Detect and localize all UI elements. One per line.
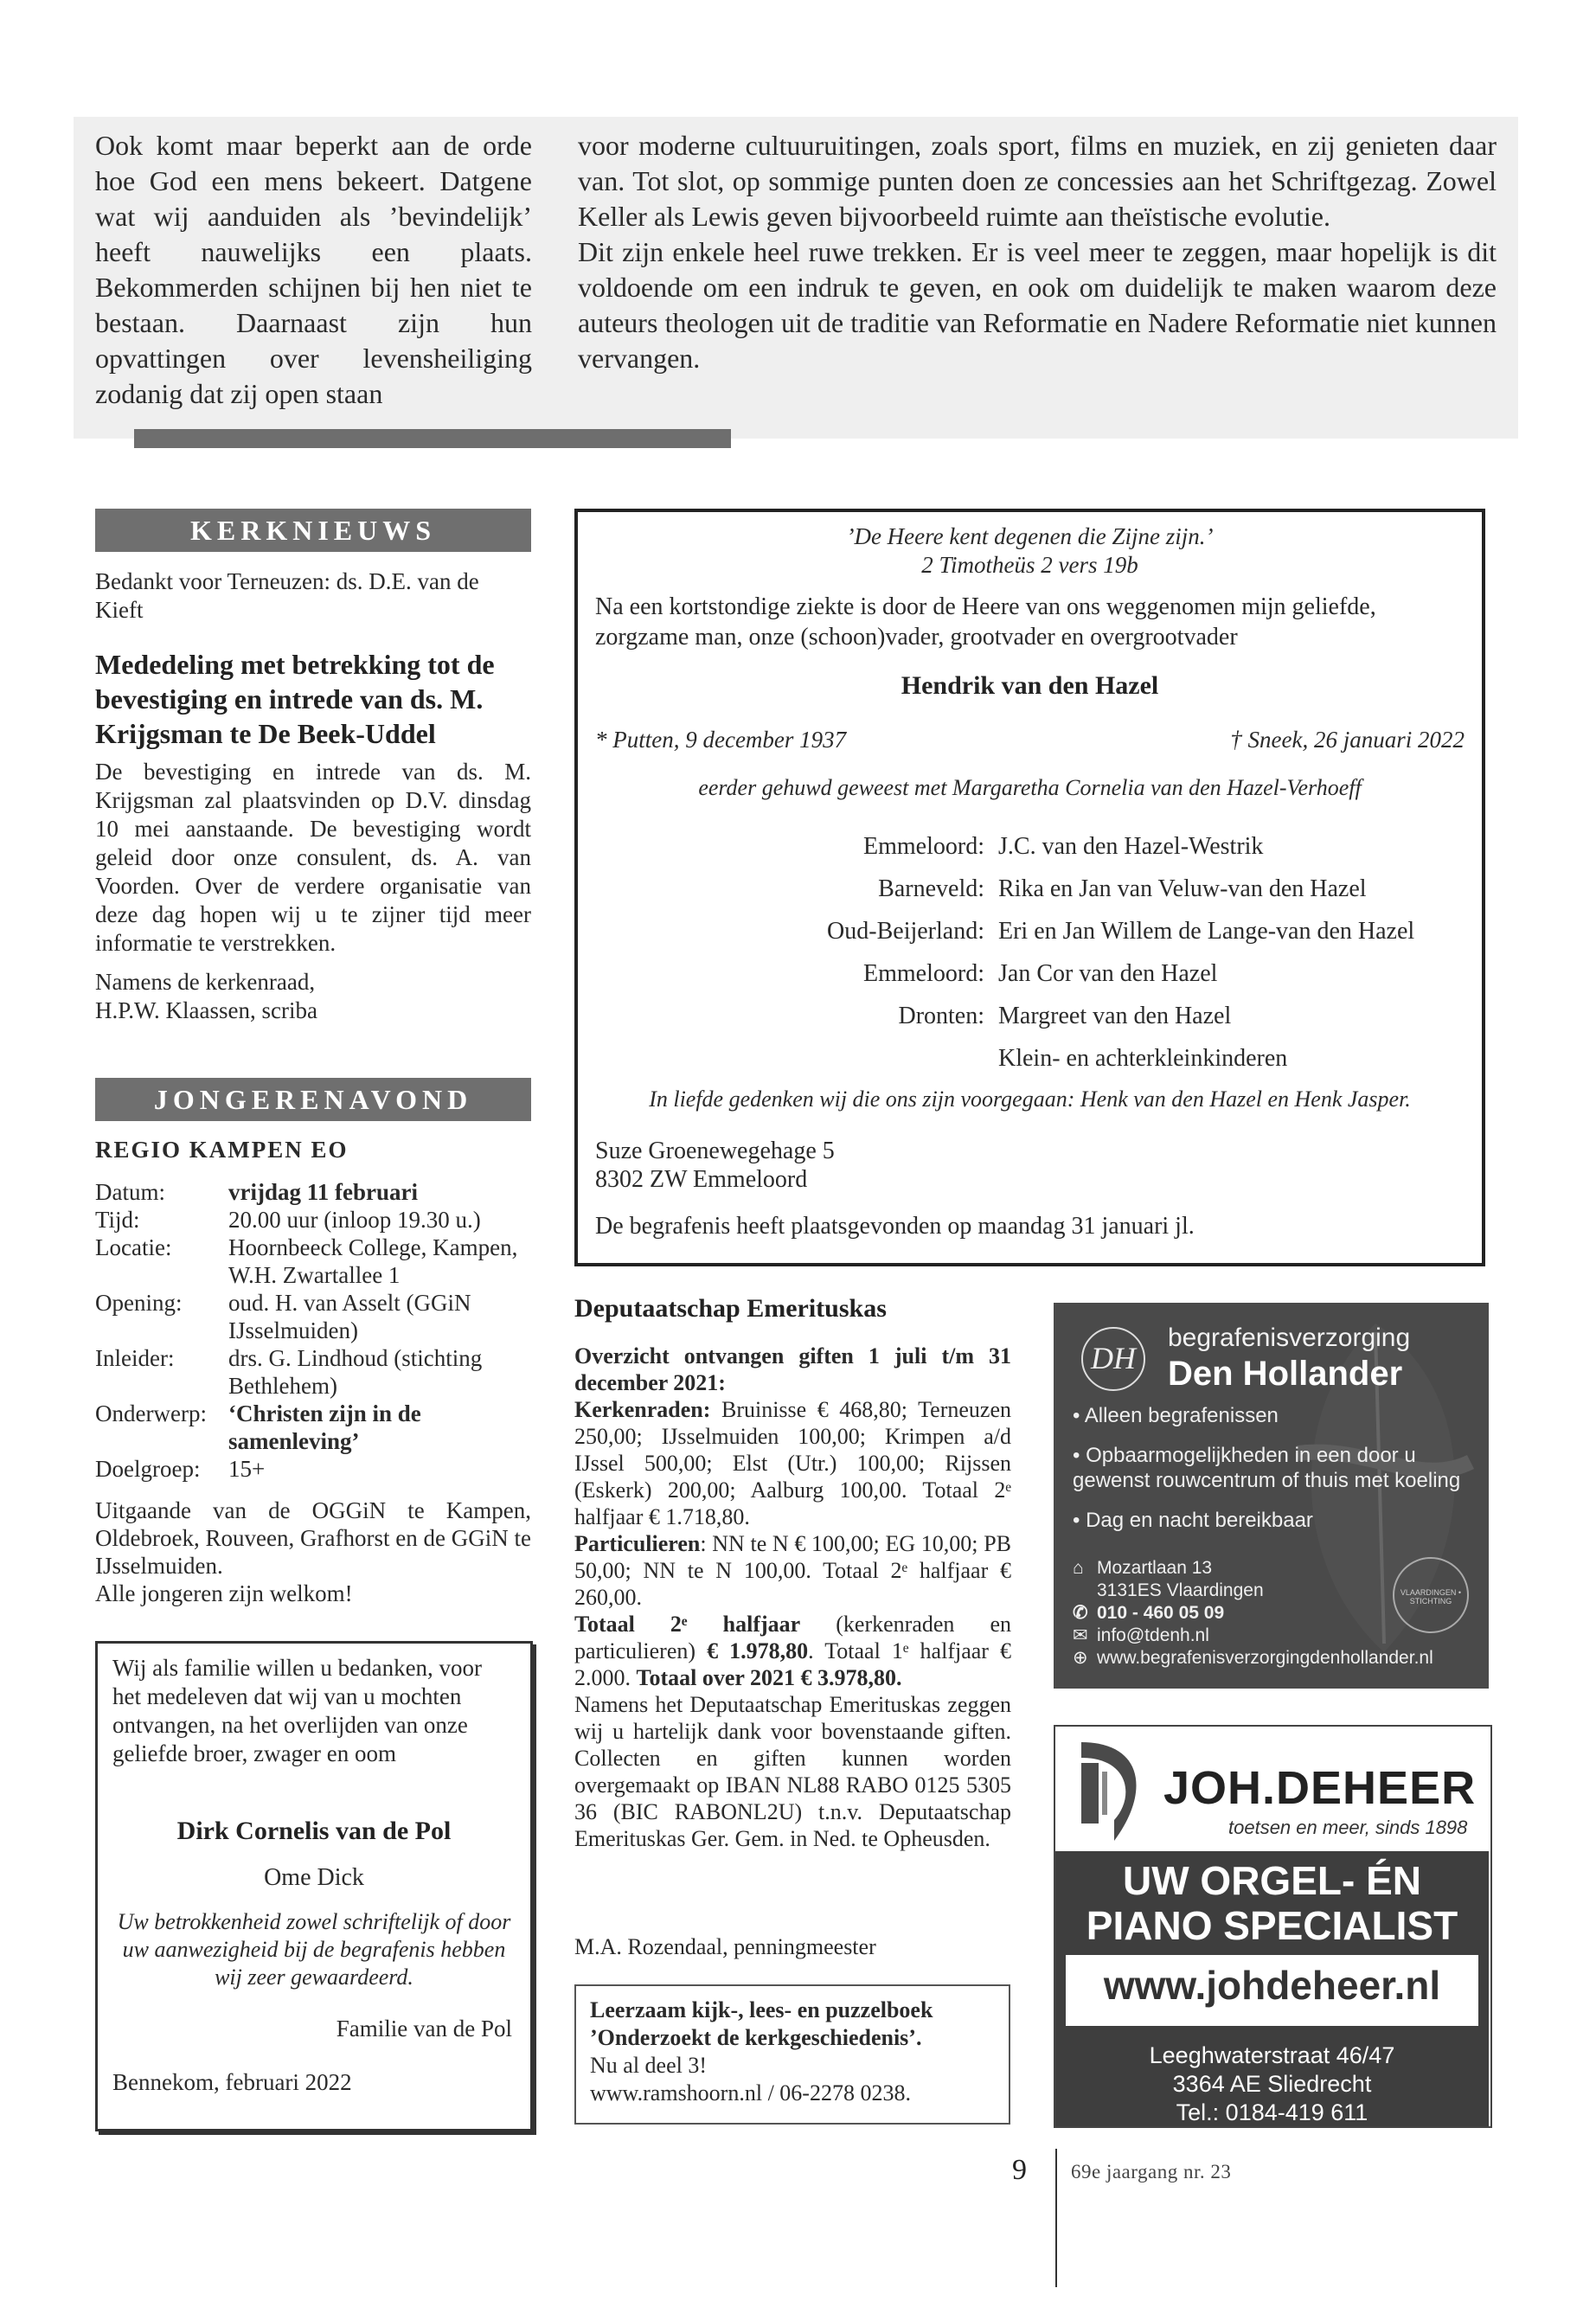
family-row: [578, 825, 1482, 868]
family-names: Jan Cor van den Hazel: [998, 960, 1218, 987]
logo-letters: DH: [1091, 1341, 1136, 1375]
ad-hollander-brand: Den Hollander: [1168, 1355, 1403, 1393]
notice-title: Mededeling met betrekking tot de bevestiging en intrede van ds. M. Krijgsman te De Beek-Uddel: [95, 649, 495, 749]
notice-sign-line: Namens de kerkenraad,: [95, 969, 316, 995]
address-city: 8302 ZW Emmeloord: [595, 1166, 808, 1193]
jongerenavond-footer: [95, 1497, 531, 1607]
previous-marriage: eerder gehuwd geweest met Margaretha Cornelia van den Hazel-Verhoeff: [698, 775, 1362, 800]
article-paragraph: voor moderne cultuuruitingen, zoals sport, films en muziek, en zij genieten daar van. Tot slot, op sommige punten doen ze concessies aan het Schriftgezag. Zowel Keller als Lewis geven bijvoorbeeld ruimte aan theïstische evolutie.: [578, 130, 1497, 232]
article-continued-right-column: [578, 128, 1497, 376]
address-street: Suze Groenewegehage 5: [595, 1138, 835, 1164]
detail-row: [95, 1206, 531, 1234]
particulieren-label: Particulieren: [574, 1531, 701, 1556]
deheer-website-link[interactable]: www.johdeheer.nl: [1103, 1963, 1441, 2008]
family-place: Emmeloord:: [863, 833, 984, 860]
mail-icon: ✉: [1073, 1625, 1088, 1645]
issue-info: 69e jaargang nr. 23: [1071, 2161, 1232, 2182]
welcome-text: Alle jongeren zijn welkom!: [95, 1580, 353, 1606]
family-names: Rika en Jan van Veluw-van den Hazel: [998, 875, 1367, 902]
detail-value: Hoornbeeck College, Kampen, W.H. Zwartallee 1: [228, 1234, 518, 1288]
kerknieuws-body: [95, 567, 531, 1025]
thanks-quote: Uw betrokkenheid zowel schriftelijk of door uw aanwezigheid bij de begrafenis hebben wij zeer gewaardeerd.: [117, 1909, 511, 1990]
phone-icon: ✆: [1073, 1603, 1088, 1623]
ad-hollander-bullets: [1073, 1403, 1479, 1548]
contact-email[interactable]: info@tdenh.nl: [1097, 1625, 1209, 1645]
family-list: [578, 825, 1482, 1080]
family-row: [578, 868, 1482, 910]
deheer-headline: [1055, 1858, 1489, 1948]
book-contact-link[interactable]: www.ramshoorn.nl / 06-2278 0238.: [590, 2080, 911, 2106]
footer-divider: [1055, 2149, 1057, 2287]
detail-label: Opening:: [95, 1290, 183, 1316]
totals-paragraph: [574, 1611, 1011, 1691]
home-icon: ⌂: [1073, 1558, 1084, 1578]
correspondence-address: [595, 1137, 835, 1194]
closing-paragraph: Namens het Deputaatschap Emerituskas zeggen wij u hartelijk dank voor bovenstaande giften. Collecten en giften kunnen worden overgemaakt op IBAN NL88 RABO 0125 5305 36 (BIC RABONL2U) t.n.v. Deputaatschap Emerituskas Ger. Gem. in Ned. te Opheusden.: [574, 1692, 1011, 1851]
bullet-text: Opbaarmogelijkheden in een door u gewenst rouwcentrum of thuis met koeling: [1073, 1444, 1461, 1492]
deheer-logo-icon: [1074, 1737, 1154, 1848]
contact-street: Mozartlaan 13: [1097, 1558, 1213, 1578]
contact-phone: 010 - 460 05 09: [1097, 1603, 1225, 1623]
overview-head: Overzicht ontvangen giften 1 juli t/m 31 december 2021:: [574, 1343, 1011, 1395]
detail-value: drs. G. Lindhoud (stichting Bethlehem): [228, 1345, 483, 1399]
detail-label: Doelgroep:: [95, 1456, 201, 1482]
family-row: [578, 952, 1482, 995]
family-row: [578, 1037, 1482, 1080]
contact-row: [1073, 1647, 1479, 1670]
kerknieuws-header: KERKNIEUWS: [95, 509, 531, 552]
deceased-nickname: Ome Dick: [264, 1864, 364, 1891]
foundation-badge-icon: [1393, 1557, 1469, 1633]
family-place: Dronten:: [898, 1003, 984, 1029]
address-street: Leeghwaterstraat 46/47: [1149, 2042, 1395, 2068]
family-names: Klein- en achterkleinkinderen: [998, 1045, 1288, 1072]
totaal-text: (kerkenraden en particulieren): [574, 1612, 1011, 1663]
book-edition: Nu al deel 3!: [590, 2053, 708, 2078]
jongerenavond-header: JONGERENAVOND: [95, 1078, 531, 1121]
family-place: Oud-Beijerland:: [827, 918, 984, 945]
death-info: † Sneek, 26 januari 2022: [1230, 727, 1465, 753]
detail-row: [95, 1289, 531, 1344]
page-number: 9: [1012, 2154, 1027, 2186]
detail-row: [95, 1344, 531, 1400]
notice-sign-name: H.P.W. Klaassen, scriba: [95, 997, 317, 1023]
jongerenavond-details: [95, 1178, 531, 1483]
verse-text: ’De Heere kent degenen die Zijne zijn.’: [846, 523, 1214, 549]
particulieren-text: : NN te N € 100,00; EG 10,00; PB 50,00; NN te N 100,00. Totaal 2ᵉ halfjaar € 260,00.: [574, 1531, 1011, 1610]
spacer: [1073, 1580, 1097, 1602]
kerkenraden-label: Kerkenraden:: [574, 1397, 711, 1422]
thanks-intro: Wij als familie willen u bedanken, voor het medeleven dat wij van u mochten ontvangen, na het overlijden van onze geliefde broer, zwager en oom: [112, 1655, 483, 1766]
address-city: 3364 AE Sliedrecht: [1172, 2071, 1372, 2097]
detail-row: [95, 1178, 531, 1206]
totaal-text: . Totaal 1ᵉ halfjaar € 2.000.: [574, 1638, 1011, 1690]
emerituskas-title: Deputaatschap Emerituskas: [574, 1294, 887, 1323]
book-title: Leerzaam kijk-, lees- en puzzelboek ’Onderzoekt de kerkgeschiedenis’.: [590, 1997, 933, 2050]
detail-value: oud. H. van Asselt (GGiN IJsselmuiden): [228, 1290, 471, 1343]
totaal-label: Totaal 2ᵉ halfjaar: [574, 1612, 801, 1637]
deheer-address: [1055, 2041, 1489, 2127]
detail-row: [95, 1400, 531, 1455]
contact-website[interactable]: www.begrafenisverzorgingdenhollander.nl: [1097, 1648, 1433, 1668]
particulieren-paragraph: [574, 1530, 1011, 1611]
verse-reference: 2 Timotheüs 2 vers 19b: [921, 552, 1138, 578]
family-place: Barneveld:: [878, 875, 984, 902]
family-names: Eri en Jan Willem de Lange-van den Hazel: [998, 918, 1415, 945]
detail-value: ‘Christen zijn in de samenleving’: [228, 1400, 421, 1454]
organizer-text: Uitgaande van de OGGiN te Kampen, Oldebroek, Rouveen, Grafhorst en de GGiN te IJsselmuiden.: [95, 1497, 531, 1579]
family-row: [578, 995, 1482, 1037]
detail-row: [95, 1455, 531, 1483]
badge-text: VLAARDINGEN • STICHTING: [1400, 1588, 1462, 1606]
jongerenavond-subheader: REGIO KAMPEN EO: [95, 1137, 349, 1163]
bullet-text: Dag en nacht bereikbaar: [1086, 1509, 1313, 1532]
address-phone: Tel.: 0184-419 611: [1176, 2099, 1368, 2125]
detail-label: Inleider:: [95, 1345, 175, 1371]
contact-city: 3131ES Vlaardingen: [1097, 1580, 1264, 1600]
kerkenraden-paragraph: [574, 1396, 1011, 1530]
thanks-signature: Familie van de Pol: [336, 2016, 512, 2041]
kerkenraden-text: Bruinisse € 468,80; Terneuzen 250,00; IJsselmuiden 100,00; Krimpen a/d IJssel 500,00; Elst (Utr.) 100,00; Rijssen (Eskerk) 200,00; Aalburg 100,00. Totaal 2ᵉ halfjaar € 1.718,80.: [574, 1397, 1011, 1529]
obituary-intro: Na een kortstondige ziekte is door de Heere van ons weggenomen mijn geliefde, zorgzame man, onze (schoon)vader, grootvader en overgrootvader: [595, 593, 1376, 651]
article-continued-left-column: Ook komt maar beperkt aan de orde hoe God een mens bekeert. Datgene wat wij aanduiden als ’bevindelijk’ heeft nauwelijks een plaats. Bekommerden schijnen bij hen niet te bestaan. Daarnaast zijn hun opvattingen over levensheiliging zodanig dat zij open staan: [95, 130, 532, 409]
bullet-item: • Opbaarmogelijkheden in een door u gewenst rouwcentrum of thuis met koeling: [1073, 1444, 1461, 1492]
deheer-brand: JOH.DEHEER: [1163, 1762, 1477, 1814]
detail-value: vrijdag 11 februari: [228, 1179, 418, 1205]
bullet-item: • Alleen begrafenissen: [1073, 1404, 1279, 1427]
thanked-notice: Bedankt voor Terneuzen: ds. D.E. van de Kieft: [95, 568, 479, 623]
family-row: [578, 910, 1482, 952]
detail-label: Locatie:: [95, 1234, 172, 1260]
headline-line: PIANO SPECIALIST: [1086, 1903, 1458, 1948]
detail-label: Onderwerp:: [95, 1400, 207, 1426]
bullet-item: • Dag en nacht bereikbaar: [1073, 1509, 1313, 1532]
detail-value: 20.00 uur (inloop 19.30 u.): [228, 1207, 481, 1233]
globe-icon: ⊕: [1073, 1648, 1088, 1668]
family-names: Margreet van den Hazel: [998, 1003, 1232, 1029]
book-ad-text: [590, 1997, 997, 2107]
notice-body: De bevestiging en intrede van ds. M. Krijgsman zal plaatsvinden op D.V. dinsdag 10 mei aanstaande. De bevestiging wordt geleid door onze consulent, ds. A. van Voorden. Over de verdere organisatie van deze dag hopen wij u te zijner tijd meer informatie te verstrekken.: [95, 759, 531, 956]
detail-label: Tijd:: [95, 1207, 140, 1233]
remembrance-line: In liefde gedenken wij die ons zijn voorgegaan: Henk van den Hazel en Henk Jasper.: [649, 1086, 1411, 1112]
decorative-bar: [134, 429, 731, 448]
emerituskas-body: [574, 1343, 1011, 1852]
totaal-2021: Totaal over 2021 € 3.978,80.: [636, 1665, 902, 1690]
detail-label: Datum:: [95, 1179, 165, 1205]
bullet-text: Alleen begrafenissen: [1084, 1404, 1279, 1427]
birth-info: * Putten, 9 december 1937: [595, 727, 847, 753]
funeral-notice: De begrafenis heeft plaatsgevonden op maandag 31 januari jl.: [595, 1213, 1195, 1240]
totaal-amount: € 1.978,80: [707, 1638, 809, 1663]
ad-hollander-small-title: begrafenisverzorging: [1168, 1324, 1411, 1352]
family-place: [578, 1037, 998, 1080]
thanks-place-date: Bennekom, februari 2022: [112, 2069, 352, 2095]
den-hollander-logo-icon: [1081, 1327, 1145, 1391]
obituary-verse: [578, 522, 1482, 580]
article-paragraph: Dit zijn enkele heel ruwe trekken. Er is veel meer te zeggen, maar hopelijk is dit voldoende om een indruk te geven, en ook om duidelijk te maken waarom deze auteurs theologen uit de traditie van Reformatie en Nadere Reformatie niet kunnen vervangen.: [578, 236, 1497, 374]
detail-value: 15+: [228, 1456, 266, 1482]
headline-line: UW ORGEL- ÉN: [1123, 1858, 1421, 1903]
family-names: J.C. van den Hazel-Westrik: [998, 833, 1264, 860]
deceased-name: Dirk Cornelis van de Pol: [176, 1817, 452, 1845]
emerituskas-signature: M.A. Rozendaal, penningmeester: [574, 1934, 876, 1959]
detail-row: [95, 1234, 531, 1289]
deheer-tagline: toetsen en meer, sinds 1898: [1228, 1817, 1468, 1838]
family-place: Emmeloord:: [863, 960, 984, 987]
obituary-name: Hendrik van den Hazel: [901, 671, 1159, 700]
